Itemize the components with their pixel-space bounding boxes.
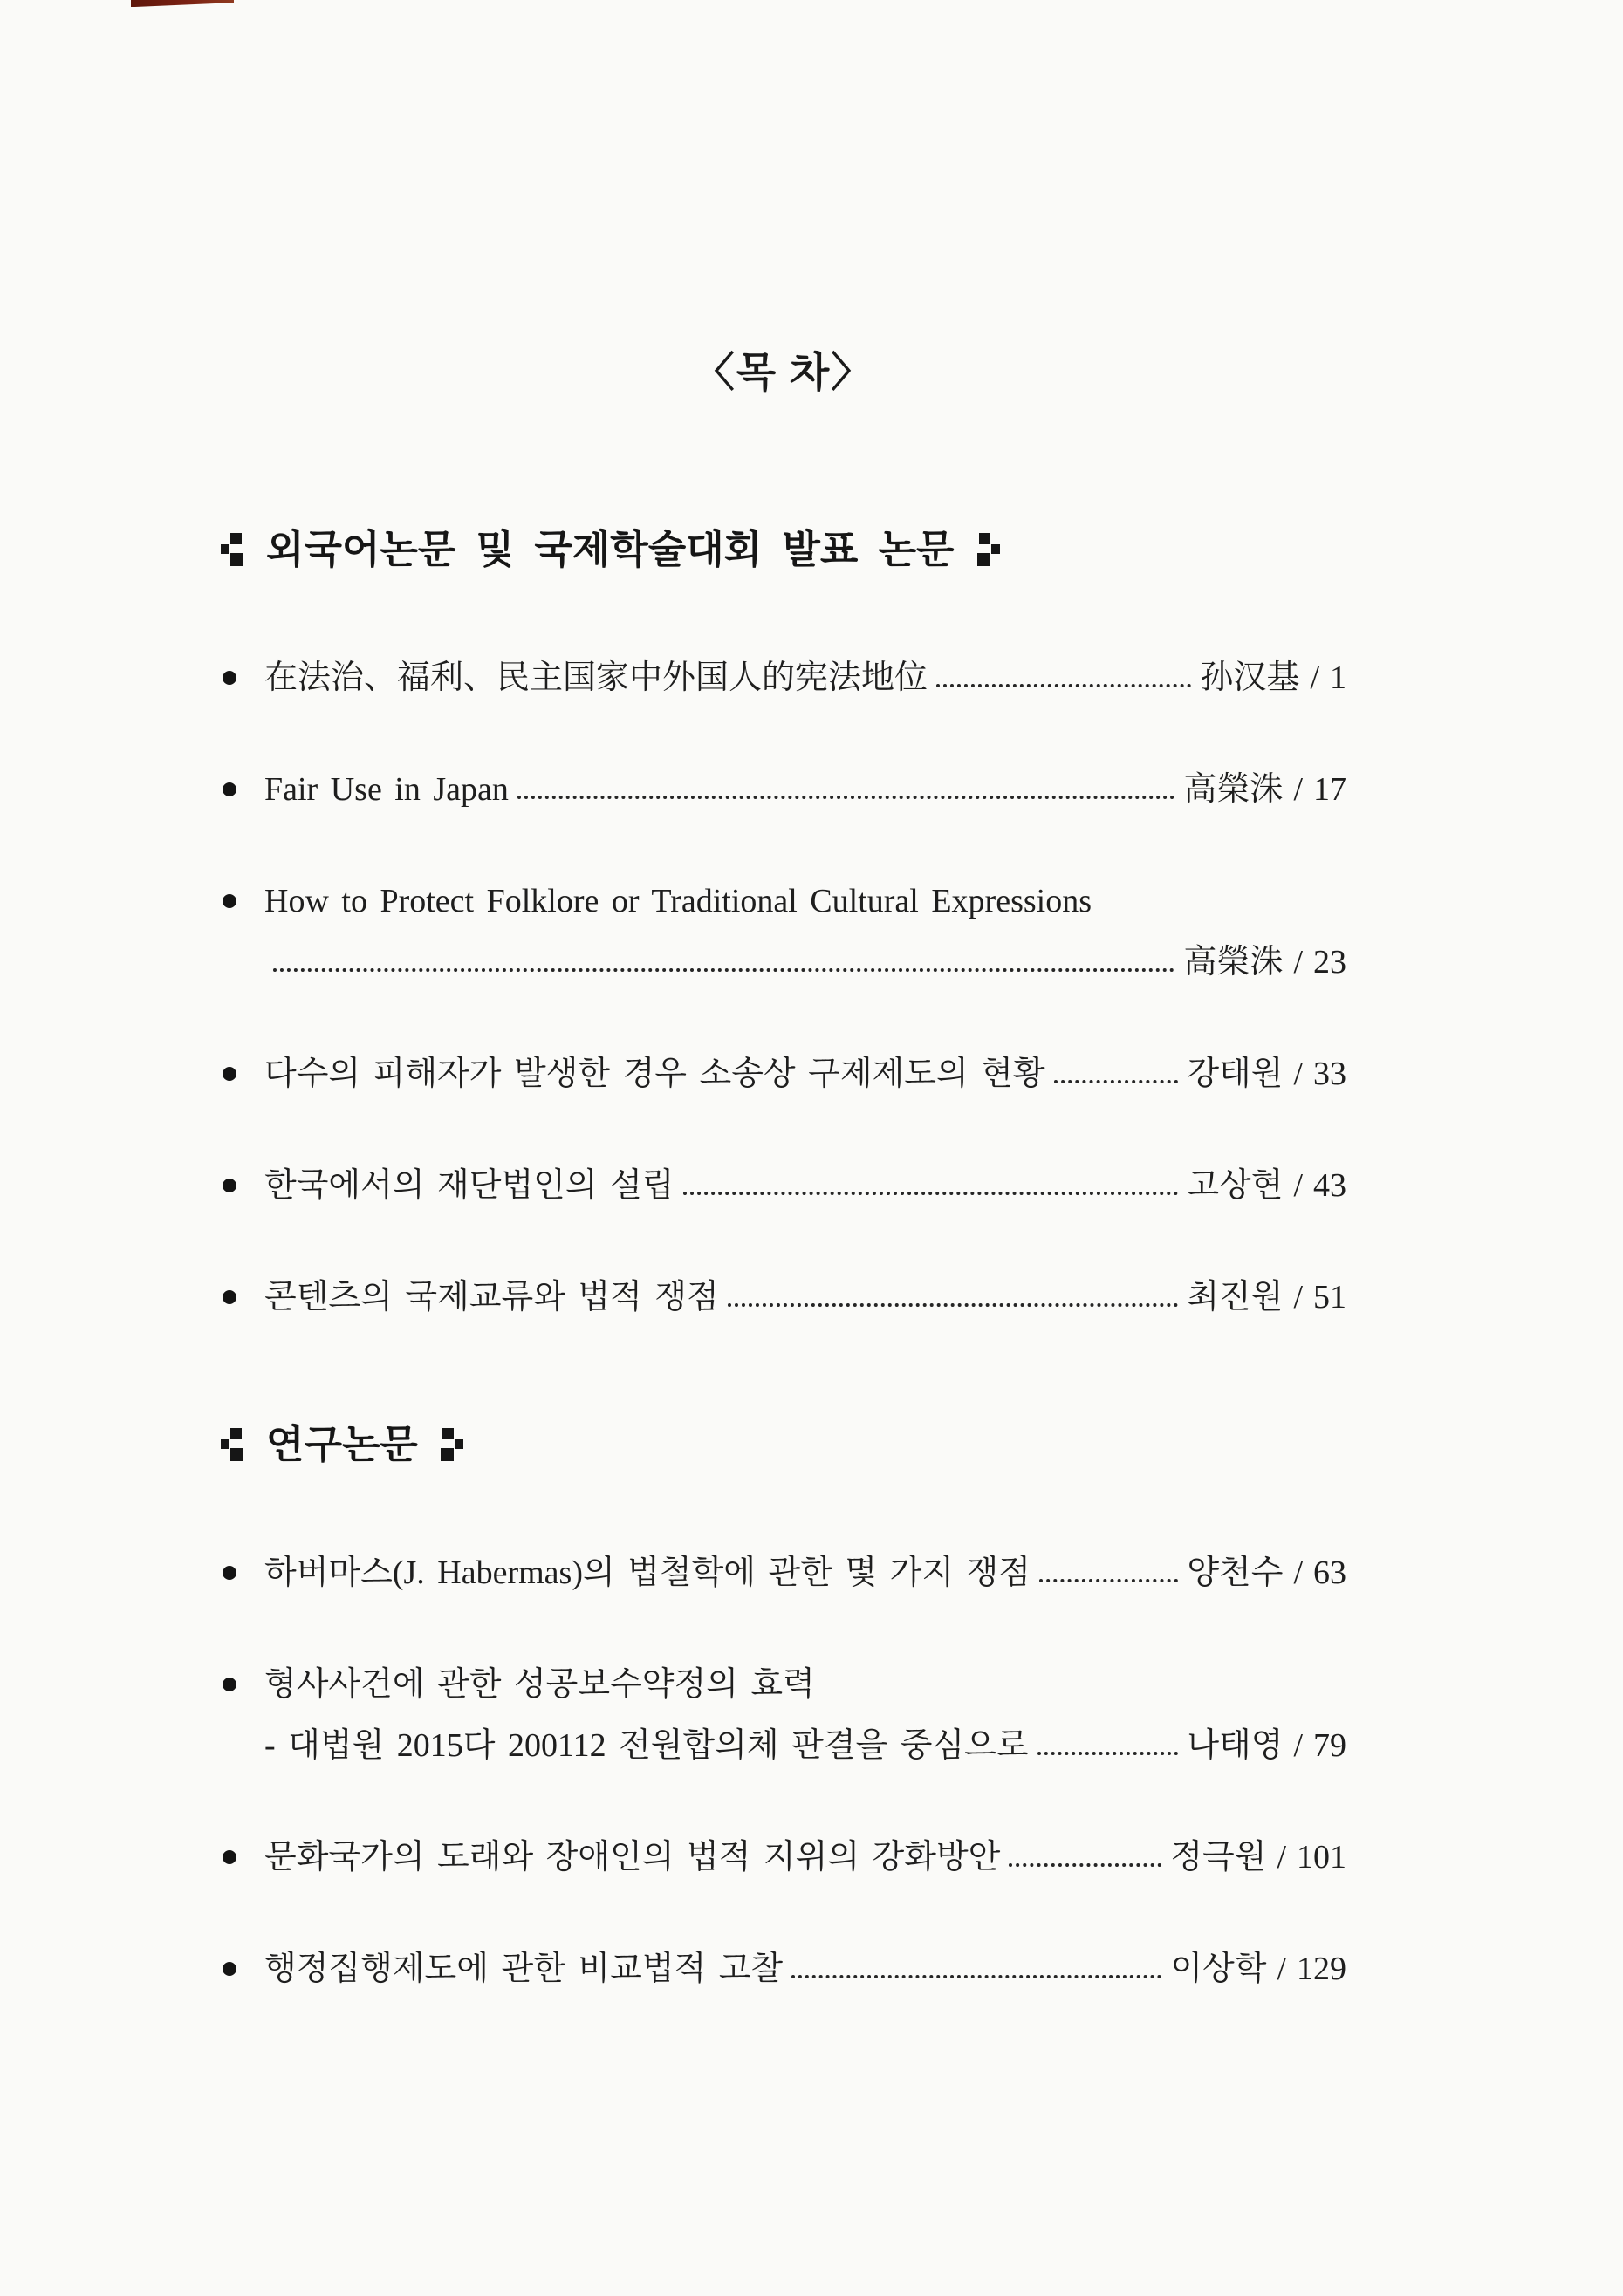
- entry-line: [264, 658, 1346, 698]
- entry-title: 형사사건에 관한 성공보수약정의 효력: [264, 1666, 815, 1703]
- bullet-icon: [223, 1290, 236, 1304]
- square-bracket-right-icon: [977, 531, 1000, 568]
- dot-leader: [1039, 1579, 1178, 1582]
- entry-byline: [1183, 942, 1346, 982]
- entry-page-number: 17: [1313, 771, 1346, 808]
- entry-author: 나태영: [1187, 1727, 1284, 1764]
- entry-author: 최진원: [1187, 1279, 1284, 1315]
- toc-content: [221, 0, 1346, 1989]
- entry-line-second: [264, 942, 1346, 982]
- entry-line: [264, 1949, 1346, 1989]
- entry-title: How to Protect Folklore or Traditional Cultural Expressions: [264, 883, 1092, 919]
- entry-author: 高榮洙: [1183, 771, 1284, 808]
- entry-byline: [1187, 1725, 1346, 1766]
- entry-author: 孙汉基: [1200, 659, 1300, 696]
- section-heading-label: 외국어논문 및 국제학술대회 발표 논문: [266, 528, 955, 571]
- entry-title: 문화국가의 도래와 장애인의 법적 지위의 강화방안: [264, 1839, 1001, 1876]
- entry-line-second: [264, 1725, 1346, 1766]
- bullet-icon: [223, 1678, 236, 1691]
- section-heading-label: 연구논문: [266, 1423, 418, 1466]
- entry-line-first: [264, 881, 1346, 921]
- entry-byline: [1187, 1054, 1346, 1094]
- entry-byline: [1183, 769, 1346, 810]
- entry-byline: [1170, 1949, 1346, 1989]
- byline-separator: /: [1310, 659, 1319, 696]
- bullet-icon: [223, 1962, 236, 1976]
- entry-page-number: 51: [1313, 1279, 1346, 1315]
- toc-entry: [221, 1837, 1346, 1877]
- entry-line: [264, 1165, 1346, 1206]
- entry-author: 이상학: [1170, 1951, 1267, 1987]
- sections: [221, 525, 1346, 1989]
- section-heading: [221, 1420, 1346, 1469]
- byline-separator: /: [1293, 1167, 1303, 1204]
- entry-page-number: 101: [1297, 1839, 1346, 1876]
- dot-leader: [273, 968, 1174, 972]
- dot-leader: [936, 684, 1191, 687]
- dot-leader: [683, 1192, 1179, 1195]
- toc-entry: [221, 769, 1346, 810]
- entry-author: 高榮洙: [1183, 944, 1284, 981]
- entry-byline: [1170, 1837, 1346, 1877]
- bullet-icon: [223, 1566, 236, 1580]
- entry-line: [264, 1553, 1346, 1593]
- entry-title: 행정집행제도에 관한 비교법적 고찰: [264, 1951, 784, 1987]
- entry-page-number: 33: [1313, 1056, 1346, 1092]
- byline-separator: /: [1277, 1839, 1286, 1876]
- entry-title: 한국에서의 재단법인의 설립: [264, 1167, 675, 1204]
- entry-title: Fair Use in Japan: [264, 771, 509, 808]
- toc-entry: [221, 658, 1346, 698]
- entry-line: [264, 1277, 1346, 1317]
- entry-page-number: 79: [1313, 1727, 1346, 1764]
- byline-separator: /: [1293, 771, 1303, 808]
- entry-line: [264, 769, 1346, 810]
- entry-line-first: [264, 1664, 1346, 1705]
- square-bracket-right-icon: [441, 1426, 463, 1463]
- dot-leader: [1009, 1863, 1161, 1867]
- entry-list: [221, 658, 1346, 1317]
- entry-line: [264, 1837, 1346, 1877]
- entry-byline: [1200, 658, 1346, 698]
- scan-edge-artifact: [131, 0, 234, 7]
- entry-title: 在法治、福利、民主国家中外国人的宪法地位: [264, 659, 928, 696]
- dot-leader: [517, 796, 1175, 799]
- bullet-icon: [223, 671, 236, 685]
- entry-list: [221, 1553, 1346, 1989]
- bullet-icon: [223, 1850, 236, 1864]
- entry-page-number: 129: [1297, 1951, 1346, 1987]
- byline-separator: /: [1293, 1555, 1303, 1591]
- dot-leader: [728, 1303, 1179, 1307]
- toc-entry: [221, 1949, 1346, 1989]
- entry-title: 하버마스(J. Habermas)의 법철학에 관한 몇 가지 쟁점: [264, 1555, 1031, 1591]
- entry-author: 고상현: [1187, 1167, 1284, 1204]
- byline-separator: /: [1293, 944, 1303, 981]
- page-title: 〈목 차〉: [693, 351, 874, 396]
- toc-entry: [221, 1277, 1346, 1317]
- dot-leader: [1054, 1080, 1179, 1083]
- entry-page-number: 23: [1313, 944, 1346, 981]
- bullet-icon: [223, 1179, 236, 1192]
- entry-byline: [1187, 1165, 1346, 1206]
- section-heading: [221, 525, 1346, 574]
- entry-title: 다수의 피해자가 발생한 경우 소송상 구제제도의 현황: [264, 1056, 1045, 1092]
- entry-page-number: 1: [1330, 659, 1346, 696]
- dot-leader: [791, 1975, 1161, 1978]
- entry-line: [264, 1054, 1346, 1094]
- entry-subtitle: - 대법원 2015다 200112 전원합의체 판결을 중심으로: [264, 1727, 1029, 1764]
- toc-entry: [221, 1165, 1346, 1206]
- entry-page-number: 63: [1313, 1555, 1346, 1591]
- entry-page-number: 43: [1313, 1167, 1346, 1204]
- toc-section: [221, 525, 1346, 1317]
- toc-entry-twoline: [221, 881, 1346, 982]
- entry-author: 정극원: [1170, 1839, 1267, 1876]
- toc-entry-twoline: [221, 1664, 1346, 1766]
- toc-entry: [221, 1054, 1346, 1094]
- byline-separator: /: [1293, 1056, 1303, 1092]
- bullet-icon: [223, 894, 236, 908]
- byline-separator: /: [1277, 1951, 1286, 1987]
- bullet-icon: [223, 782, 236, 796]
- byline-separator: /: [1293, 1727, 1303, 1764]
- entry-author: 양천수: [1187, 1555, 1284, 1591]
- entry-byline: [1187, 1553, 1346, 1593]
- square-bracket-left-icon: [221, 531, 243, 568]
- square-bracket-left-icon: [221, 1426, 243, 1463]
- bullet-icon: [223, 1067, 236, 1081]
- byline-separator: /: [1293, 1279, 1303, 1315]
- toc-section: [221, 1420, 1346, 1989]
- entry-byline: [1187, 1277, 1346, 1317]
- toc-entry: [221, 1553, 1346, 1593]
- dot-leader: [1037, 1752, 1179, 1755]
- entry-title: 콘텐츠의 국제교류와 법적 쟁점: [264, 1279, 719, 1315]
- entry-author: 강태원: [1187, 1056, 1284, 1092]
